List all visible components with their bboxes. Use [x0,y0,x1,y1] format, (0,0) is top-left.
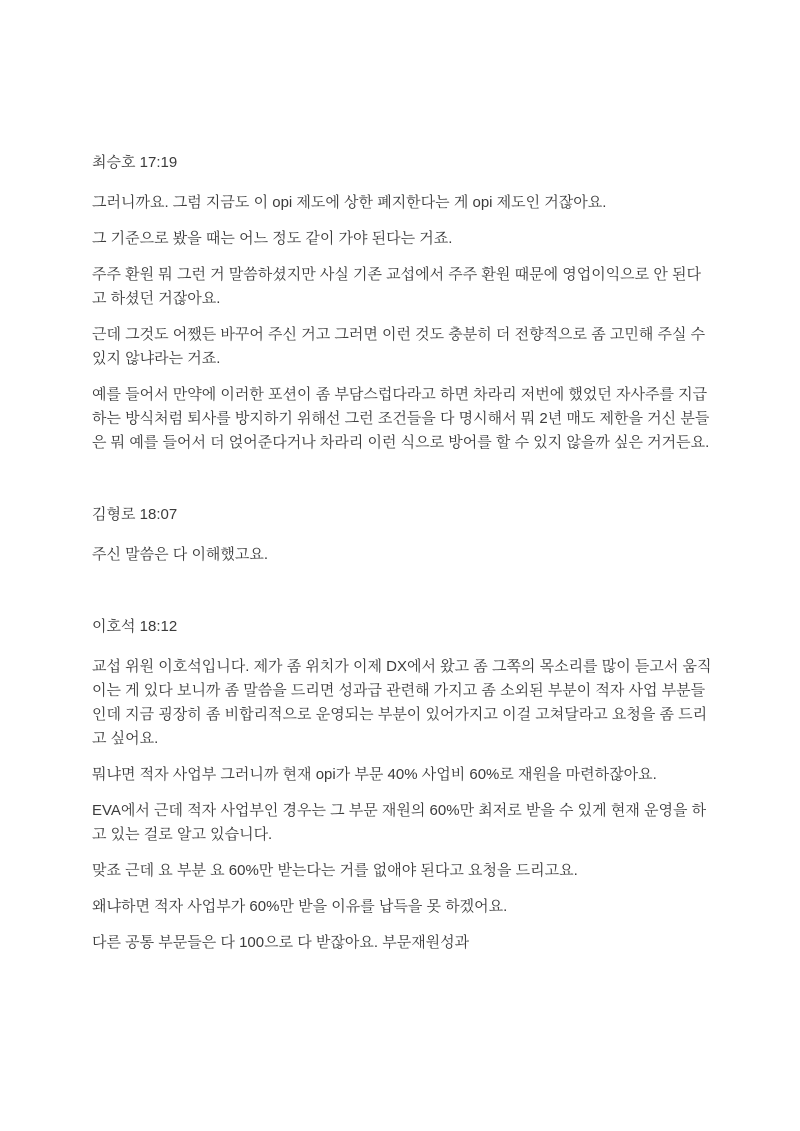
speaker-timestamp: 17:19 [139,154,178,171]
transcript-paragraph: 다른 공통 부문들은 다 100으로 다 받잖아요. 부문재원성과 [92,934,470,951]
transcript-paragraph: 뭐냐면 적자 사업부 그러니까 현재 opi가 부문 40% 사업비 60%로 재원을 마련하잖아요. [92,766,657,783]
speaker-name: 최승호 [92,154,136,171]
speaker-timestamp: 18:12 [139,618,178,635]
speaker-section-3 [92,615,712,955]
transcript-paragraph: 맞죠 근데 요 부분 요 60%만 받는다는 거를 없애야 된다고 요청을 드리고요. [92,862,578,879]
speaker-timestamp: 18:07 [139,506,178,523]
transcript-paragraph: 왜냐하면 적자 사업부가 60%만 받을 이유를 납득을 못 하겠어요. [92,898,508,915]
speaker-name: 김형로 [92,506,136,523]
speaker-header [92,151,712,175]
transcript-paragraph: EVA에서 근데 적자 사업부인 경우는 그 부문 재원의 60%만 최저로 받을 수 있게 현재 운영을 하고 있는 걸로 알고 있습니다. [92,802,707,843]
transcript-paragraph: 근데 그것도 어쨌든 바꾸어 주신 거고 그러면 이런 것도 충분히 더 전향적으로 좀 고민해 주실 수 있지 않냐라는 거죠. [92,326,706,367]
transcript-paragraph: 교섭 위원 이호석입니다. 제가 좀 위치가 이제 DX에서 왔고 좀 그쪽의 목소리를 많이 듣고서 움직이는 게 있다 보니까 좀 말씀을 드리면 성과급 관련해 가지고 좀 소외된 부분이 적자 사업 부분들인데 지금 굉장히 좀 비합리적으로 운영되는 부분이 있어가지고 이걸 고쳐달라고 요청을 좀 드리고 싶어요. [92,658,712,747]
transcript-paragraph: 주신 말씀은 다 이해했고요. [92,546,269,563]
transcript-paragraph: 그 기준으로 봤을 때는 어느 정도 같이 가야 된다는 거죠. [92,230,453,247]
speaker-header [92,503,712,527]
speaker-name: 이호석 [92,618,136,635]
transcript-paragraph: 예를 들어서 만약에 이러한 포션이 좀 부담스럽다라고 하면 차라리 저번에 했었던 자사주를 지급하는 방식처럼 퇴사를 방지하기 위해선 그런 조건들을 다 명시해서 뭐 2년 매도 제한을 거신 분들은 뭐 예를 들어서 더 얹어준다거나 차라리 이런 식으로 방어를 할 수 있지 않을까 싶은 거거든요. [92,386,710,451]
transcript-paragraph: 그러니까요. 그럼 지금도 이 opi 제도에 상한 폐지한다는 게 opi 제도인 거잖아요. [92,194,607,211]
speaker-section-1 [92,151,712,455]
speaker-header [92,615,712,639]
speaker-section-2 [92,503,712,567]
transcript-paragraph: 주주 환원 뭐 그런 거 말씀하셨지만 사실 기존 교섭에서 주주 환원 때문에 영업이익으로 안 된다고 하셨던 거잖아요. [92,266,701,307]
